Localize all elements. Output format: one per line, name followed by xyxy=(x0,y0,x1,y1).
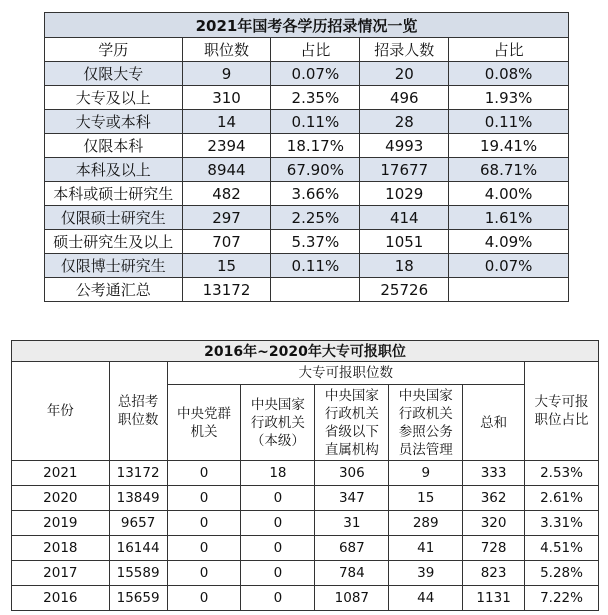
cell-education: 硕士研究生及以上 xyxy=(45,230,183,254)
table-row xyxy=(45,110,569,134)
table-row xyxy=(12,586,599,611)
cell-position-count: 15 xyxy=(182,254,271,278)
cell-civil: 15 xyxy=(389,486,463,511)
cell-recruit-count: 1029 xyxy=(360,182,449,206)
cell-position-ratio: 2.25% xyxy=(271,206,360,230)
cell-recruit-count: 496 xyxy=(360,86,449,110)
cell-party: 0 xyxy=(167,586,241,611)
header-college-ratio: 大专可报职位占比 xyxy=(525,362,599,461)
cell-recruit-count: 25726 xyxy=(360,278,449,302)
cell-year: 2020 xyxy=(12,486,110,511)
cell-education: 本科或硕士研究生 xyxy=(45,182,183,206)
table-row xyxy=(45,158,569,182)
cell-civil: 39 xyxy=(389,561,463,586)
cell-total: 13849 xyxy=(109,486,167,511)
cell-education: 大专或本科 xyxy=(45,110,183,134)
cell-sum: 362 xyxy=(463,486,525,511)
cell-recruit-count: 18 xyxy=(360,254,449,278)
header-sum: 总和 xyxy=(463,385,525,461)
cell-year: 2019 xyxy=(12,511,110,536)
cell-recruit-count: 28 xyxy=(360,110,449,134)
table-row xyxy=(12,561,599,586)
cell-civil: 44 xyxy=(389,586,463,611)
cell-central: 18 xyxy=(241,461,315,486)
cell-central: 0 xyxy=(241,536,315,561)
cell-year: 2016 xyxy=(12,586,110,611)
cell-sum: 1131 xyxy=(463,586,525,611)
cell-education: 大专及以上 xyxy=(45,86,183,110)
table-row xyxy=(45,62,569,86)
cell-position-count: 482 xyxy=(182,182,271,206)
table-row xyxy=(45,86,569,110)
cell-civil: 9 xyxy=(389,461,463,486)
cell-party: 0 xyxy=(167,486,241,511)
cell-central: 0 xyxy=(241,486,315,511)
table2-title: 2016年~2020年大专可报职位 xyxy=(12,341,599,362)
cell-total: 15589 xyxy=(109,561,167,586)
cell-total: 15659 xyxy=(109,586,167,611)
cell-central: 0 xyxy=(241,511,315,536)
cell-position-ratio: 0.11% xyxy=(271,110,360,134)
table-row xyxy=(45,206,569,230)
table-row xyxy=(12,511,599,536)
cell-recruit-count: 20 xyxy=(360,62,449,86)
cell-recruit-count: 414 xyxy=(360,206,449,230)
cell-provincial: 347 xyxy=(315,486,389,511)
cell-sum: 320 xyxy=(463,511,525,536)
cell-education: 仅限博士研究生 xyxy=(45,254,183,278)
cell-education: 仅限大专 xyxy=(45,62,183,86)
cell-position-count: 310 xyxy=(182,86,271,110)
cell-recruit-ratio: 4.00% xyxy=(449,182,569,206)
cell-position-count: 13172 xyxy=(182,278,271,302)
cell-sum: 823 xyxy=(463,561,525,586)
header-recruit-count: 招录人数 xyxy=(360,38,449,62)
cell-recruit-ratio: 68.71% xyxy=(449,158,569,182)
header-position-count: 职位数 xyxy=(182,38,271,62)
header-recruit-ratio: 占比 xyxy=(449,38,569,62)
table-row xyxy=(45,254,569,278)
cell-year: 2017 xyxy=(12,561,110,586)
table-row xyxy=(45,230,569,254)
cell-recruit-ratio xyxy=(449,278,569,302)
table-row xyxy=(12,461,599,486)
cell-provincial: 784 xyxy=(315,561,389,586)
cell-recruit-ratio: 1.93% xyxy=(449,86,569,110)
cell-education: 公考通汇总 xyxy=(45,278,183,302)
cell-sum: 333 xyxy=(463,461,525,486)
cell-position-ratio: 67.90% xyxy=(271,158,360,182)
table-row-total xyxy=(45,278,569,302)
cell-recruit-ratio: 4.09% xyxy=(449,230,569,254)
cell-position-ratio: 3.66% xyxy=(271,182,360,206)
table1-header-row xyxy=(45,38,569,62)
cell-sum: 728 xyxy=(463,536,525,561)
cell-position-ratio xyxy=(271,278,360,302)
cell-recruit-count: 4993 xyxy=(360,134,449,158)
cell-recruit-ratio: 0.07% xyxy=(449,254,569,278)
cell-position-count: 707 xyxy=(182,230,271,254)
cell-position-ratio: 2.35% xyxy=(271,86,360,110)
header-year: 年份 xyxy=(12,362,110,461)
cell-ratio: 7.22% xyxy=(525,586,599,611)
cell-position-count: 14 xyxy=(182,110,271,134)
education-recruitment-table xyxy=(44,12,569,302)
cell-education: 本科及以上 xyxy=(45,158,183,182)
cell-position-count: 9 xyxy=(182,62,271,86)
table-row xyxy=(45,182,569,206)
cell-year: 2021 xyxy=(12,461,110,486)
cell-party: 0 xyxy=(167,511,241,536)
cell-civil: 41 xyxy=(389,536,463,561)
header-total-positions: 总招考职位数 xyxy=(109,362,167,461)
cell-recruit-ratio: 0.08% xyxy=(449,62,569,86)
cell-position-count: 8944 xyxy=(182,158,271,182)
header-civil-servant-law: 中央国家行政机关参照公务员法管理 xyxy=(389,385,463,461)
cell-education: 仅限本科 xyxy=(45,134,183,158)
cell-total: 9657 xyxy=(109,511,167,536)
cell-central: 0 xyxy=(241,561,315,586)
header-provincial-below: 中央国家行政机关省级以下直属机构 xyxy=(315,385,389,461)
cell-recruit-ratio: 19.41% xyxy=(449,134,569,158)
cell-recruit-ratio: 1.61% xyxy=(449,206,569,230)
header-education: 学历 xyxy=(45,38,183,62)
cell-central: 0 xyxy=(241,586,315,611)
cell-recruit-count: 1051 xyxy=(360,230,449,254)
cell-recruit-count: 17677 xyxy=(360,158,449,182)
cell-ratio: 4.51% xyxy=(525,536,599,561)
cell-year: 2018 xyxy=(12,536,110,561)
cell-provincial: 31 xyxy=(315,511,389,536)
header-central-admin: 中央国家行政机关（本级） xyxy=(241,385,315,461)
cell-ratio: 2.61% xyxy=(525,486,599,511)
table-row xyxy=(12,536,599,561)
cell-total: 13172 xyxy=(109,461,167,486)
cell-provincial: 1087 xyxy=(315,586,389,611)
cell-position-count: 297 xyxy=(182,206,271,230)
cell-education: 仅限硕士研究生 xyxy=(45,206,183,230)
table-row xyxy=(12,486,599,511)
cell-recruit-ratio: 0.11% xyxy=(449,110,569,134)
cell-provincial: 306 xyxy=(315,461,389,486)
cell-party: 0 xyxy=(167,536,241,561)
table1-title: 2021年国考各学历招录情况一览 xyxy=(45,13,569,38)
cell-position-ratio: 5.37% xyxy=(271,230,360,254)
college-eligible-positions-table xyxy=(11,340,599,611)
cell-provincial: 687 xyxy=(315,536,389,561)
cell-total: 16144 xyxy=(109,536,167,561)
cell-civil: 289 xyxy=(389,511,463,536)
cell-ratio: 2.53% xyxy=(525,461,599,486)
table-row xyxy=(45,134,569,158)
cell-position-ratio: 0.07% xyxy=(271,62,360,86)
cell-party: 0 xyxy=(167,561,241,586)
cell-ratio: 3.31% xyxy=(525,511,599,536)
cell-position-ratio: 0.11% xyxy=(271,254,360,278)
cell-position-ratio: 18.17% xyxy=(271,134,360,158)
cell-ratio: 5.28% xyxy=(525,561,599,586)
cell-party: 0 xyxy=(167,461,241,486)
header-college-positions: 大专可报职位数 xyxy=(167,362,524,385)
cell-position-count: 2394 xyxy=(182,134,271,158)
header-party-organs: 中央党群机关 xyxy=(167,385,241,461)
header-position-ratio: 占比 xyxy=(271,38,360,62)
